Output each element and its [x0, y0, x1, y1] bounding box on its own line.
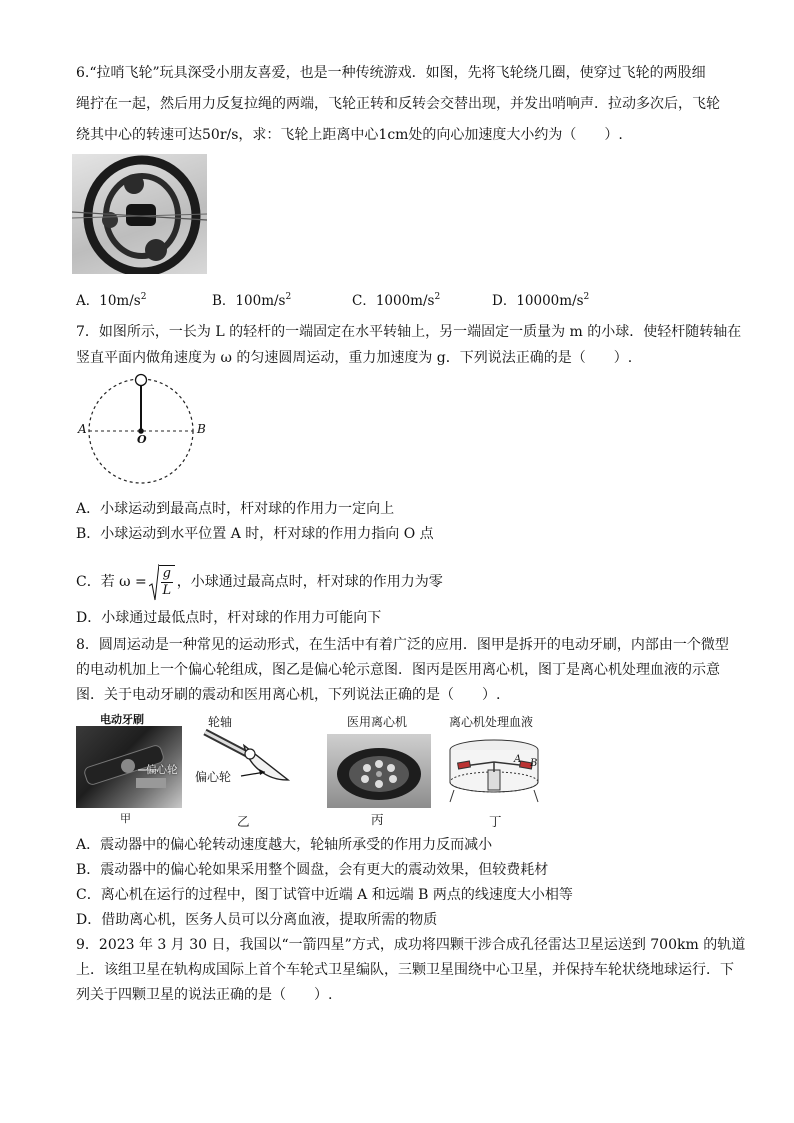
fig-jia-caption: 甲: [120, 812, 131, 825]
q6-option-a[interactable]: A．$10m/s^2$: [76, 292, 147, 309]
q8-stem-line-1: 8．圆周运动是一种常见的运动形式，在生活中有着广泛的应用．图甲是拆开的电动牙刷，内部由一个微型: [76, 637, 729, 653]
q8-stem-line-2: 的电动机加上一个偏心轮组成，图乙是偏心轮示意图．图丙是医用离心机，图丁是离心机处理血液的示意: [76, 662, 720, 678]
fig-ding-caption: 丁: [489, 814, 502, 829]
q9-stem-line-1: 9．2023 年 3 月 30 日，我国以“一箭四星”方式，成功将四颗干涉合成孔径雷达卫星运送到 700km 的轨道: [76, 937, 746, 953]
q6-stem-line-1: 6.“拉哨飞轮”玩具深受小朋友喜爱，也是一种传统游戏．如图，先将飞轮绕几圈，使穿过飞轮的两股细: [76, 65, 706, 81]
q7-option-c-prefix: C．若 ω =: [76, 574, 147, 590]
q7-rotation-diagram: [76, 372, 216, 492]
toothbrush-photo: [76, 726, 182, 808]
q8-option-c[interactable]: C．离心机在运行的过程中，图丁试管中近端 A 和远端 B 两点的线速度大小相等: [76, 887, 573, 903]
fraction-numerator: g: [162, 566, 171, 581]
q7-stem-line-2: 竖直平面内做角速度为 ω 的匀速圆周运动，重力加速度为 g．下列说法正确的是（ ）.: [76, 350, 633, 366]
q6-option-d[interactable]: D．$10000m/s^2$: [492, 292, 590, 309]
centrifuge-photo: [327, 734, 431, 808]
q7-option-c-suffix: ，小球通过最高点时，杆对球的作用力为零: [176, 574, 443, 590]
centrifuge-diagram: [444, 732, 548, 808]
q7-stem-line-1: 7．如图所示，一长为 L 的轻杆的一端固定在水平转轴上，另一端固定一质量为 m 的小球．使轻杆随转轴在: [76, 324, 742, 340]
fraction-denominator: L: [162, 583, 172, 598]
fig-ding-point-b: B: [530, 758, 538, 769]
q8-option-b[interactable]: B．震动器中的偏心轮如果采用整个圆盘，会有更大的震动效果，但较费耗材: [76, 862, 549, 878]
fig-yi-caption: 乙: [237, 814, 250, 829]
q6-stem-line-2: 绳拧在一起，然后用力反复拉绳的两端，飞轮正转和反转会交替出现，并发出哨响声．拉动多次后，飞轮: [76, 96, 720, 112]
q8-option-d[interactable]: D．借助离心机，医务人员可以分离血液，提取所需的物质: [76, 912, 438, 928]
flywheel-photo: [72, 154, 207, 274]
fig-jia-title: 电动牙刷: [100, 713, 144, 726]
q8-option-a[interactable]: A．震动器中的偏心轮转动速度越大，轮轴所承受的作用力反而减小: [76, 837, 493, 853]
q7-option-a[interactable]: A．小球运动到最高点时，杆对球的作用力一定向上: [76, 501, 395, 517]
q6-option-c[interactable]: C．$1000m/s^2$: [352, 292, 441, 309]
q8-stem-line-3: 图．关于电动牙刷的震动和医用离心机，下列说法正确的是（ ）.: [76, 687, 501, 703]
fig-ding-point-a: A: [514, 754, 522, 765]
fig-yi-label: 偏心轮: [195, 770, 232, 784]
q7-option-b[interactable]: B．小球运动到水平位置 A 时，杆对球的作用力指向 O 点: [76, 526, 434, 542]
eccentric-wheel-diagram: [195, 728, 305, 808]
fig-jia-label: 偏心轮: [146, 764, 178, 776]
point-b-label: B: [197, 422, 206, 436]
q6-stem-line-3: 绕其中心的转速可达50r/s，求：飞轮上距离中心1cm处的向心加速度大小约为（ ）.: [76, 127, 623, 143]
fig-ding-title: 离心机处理血液: [449, 715, 534, 729]
sqrt-g-over-l: [149, 562, 175, 602]
fig-yi-title: 轮轴: [208, 715, 233, 729]
q7-option-d[interactable]: D．小球通过最低点时，杆对球的作用力可能向下: [76, 610, 382, 626]
fig-bing-caption: 丙: [371, 812, 384, 827]
q6-option-b[interactable]: B．$100m/s^2$: [212, 292, 292, 309]
q9-stem-line-3: 列关于四颗卫星的说法正确的是（ ）.: [76, 987, 333, 1003]
point-a-label: A: [78, 422, 87, 436]
fig-bing-title: 医用离心机: [347, 715, 408, 729]
q7-option-c[interactable]: [76, 562, 443, 602]
point-o-label: O: [137, 433, 147, 446]
q9-stem-line-2: 上．该组卫星在轨构成国际上首个车轮式卫星编队，三颗卫星围绕中心卫星，并保持车轮状绕地球运行．下: [76, 962, 734, 978]
